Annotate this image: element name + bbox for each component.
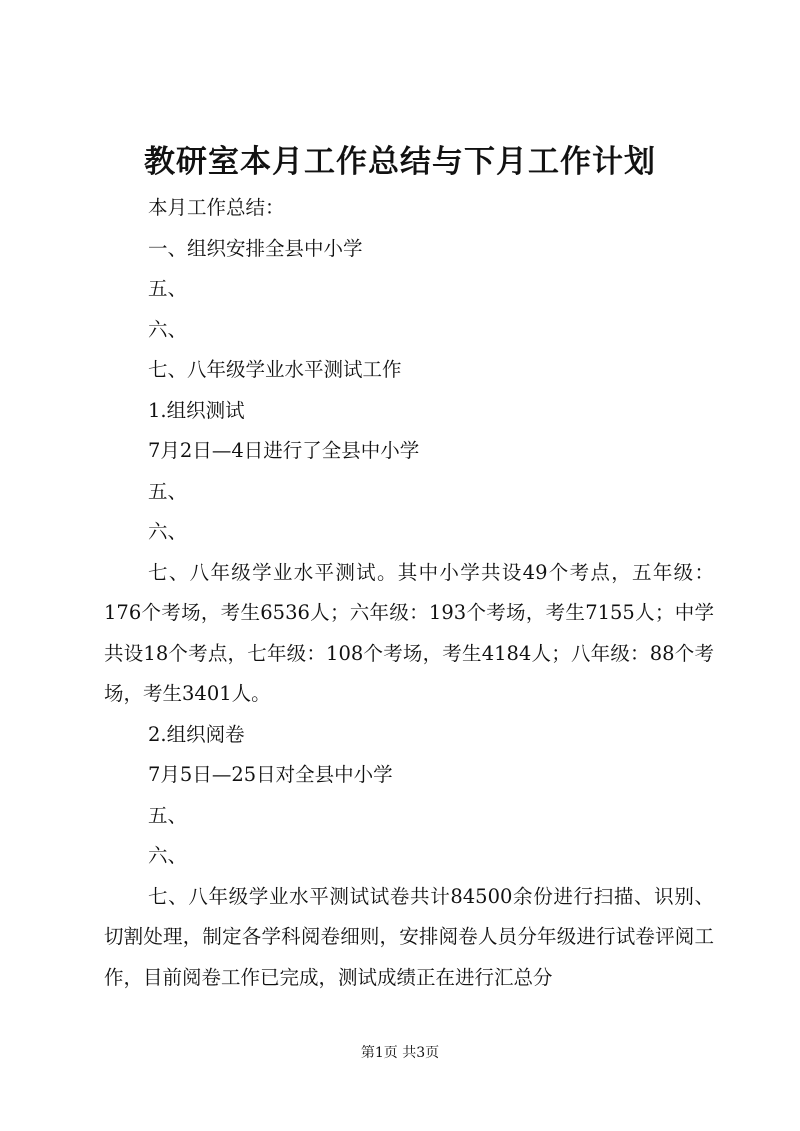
paragraph-item-5: 五、 xyxy=(148,277,188,300)
document-body xyxy=(104,188,714,998)
paragraph-organize-grading: 2.组织阅卷 xyxy=(148,722,245,746)
document-title: 教研室本月工作总结与下月工作计划 xyxy=(144,144,656,180)
paragraph-summary-heading: 本月工作总结： xyxy=(148,196,285,219)
paragraph-item-5b: 五、 xyxy=(148,479,188,503)
paragraph-grading-details: 七、八年级学业水平测试试卷共计84500余份进行扫描、识别、切割处理，制定各学科阅卷细则，安排阅卷人员分年级进行试卷评阅工作，目前阅卷工作已完成，测试成绩正在进行汇总分 xyxy=(104,884,714,989)
paragraph-item-7: 七、八年级学业水平测试工作 xyxy=(148,358,402,381)
paragraph-organize-test: 1.组织测试 xyxy=(148,398,245,422)
paragraph-test-dates: 7月2日—4日进行了全县中小学 xyxy=(148,439,420,462)
page-footer: 第1页 共3页 xyxy=(360,1045,440,1061)
paragraph-grading-dates: 7月5日—25日对全县中小学 xyxy=(148,763,393,786)
paragraph-item-1: 一、组织安排全县中小学 xyxy=(148,236,363,260)
paragraph-item-5c: 五、 xyxy=(148,803,188,827)
paragraph-item-6c: 六、 xyxy=(148,844,188,867)
paragraph-item-6b: 六、 xyxy=(148,520,188,543)
paragraph-item-6: 六、 xyxy=(148,317,188,341)
paragraph-test-details: 七、八年级学业水平测试。其中小学共设49个考点，五年级：176个考场，考生6536人；六年级：193个考场，考生7155人；中学共设18个考点，七年级：108个考场，考生4184人；八年级：88个考场，考生3401人。 xyxy=(104,560,714,705)
